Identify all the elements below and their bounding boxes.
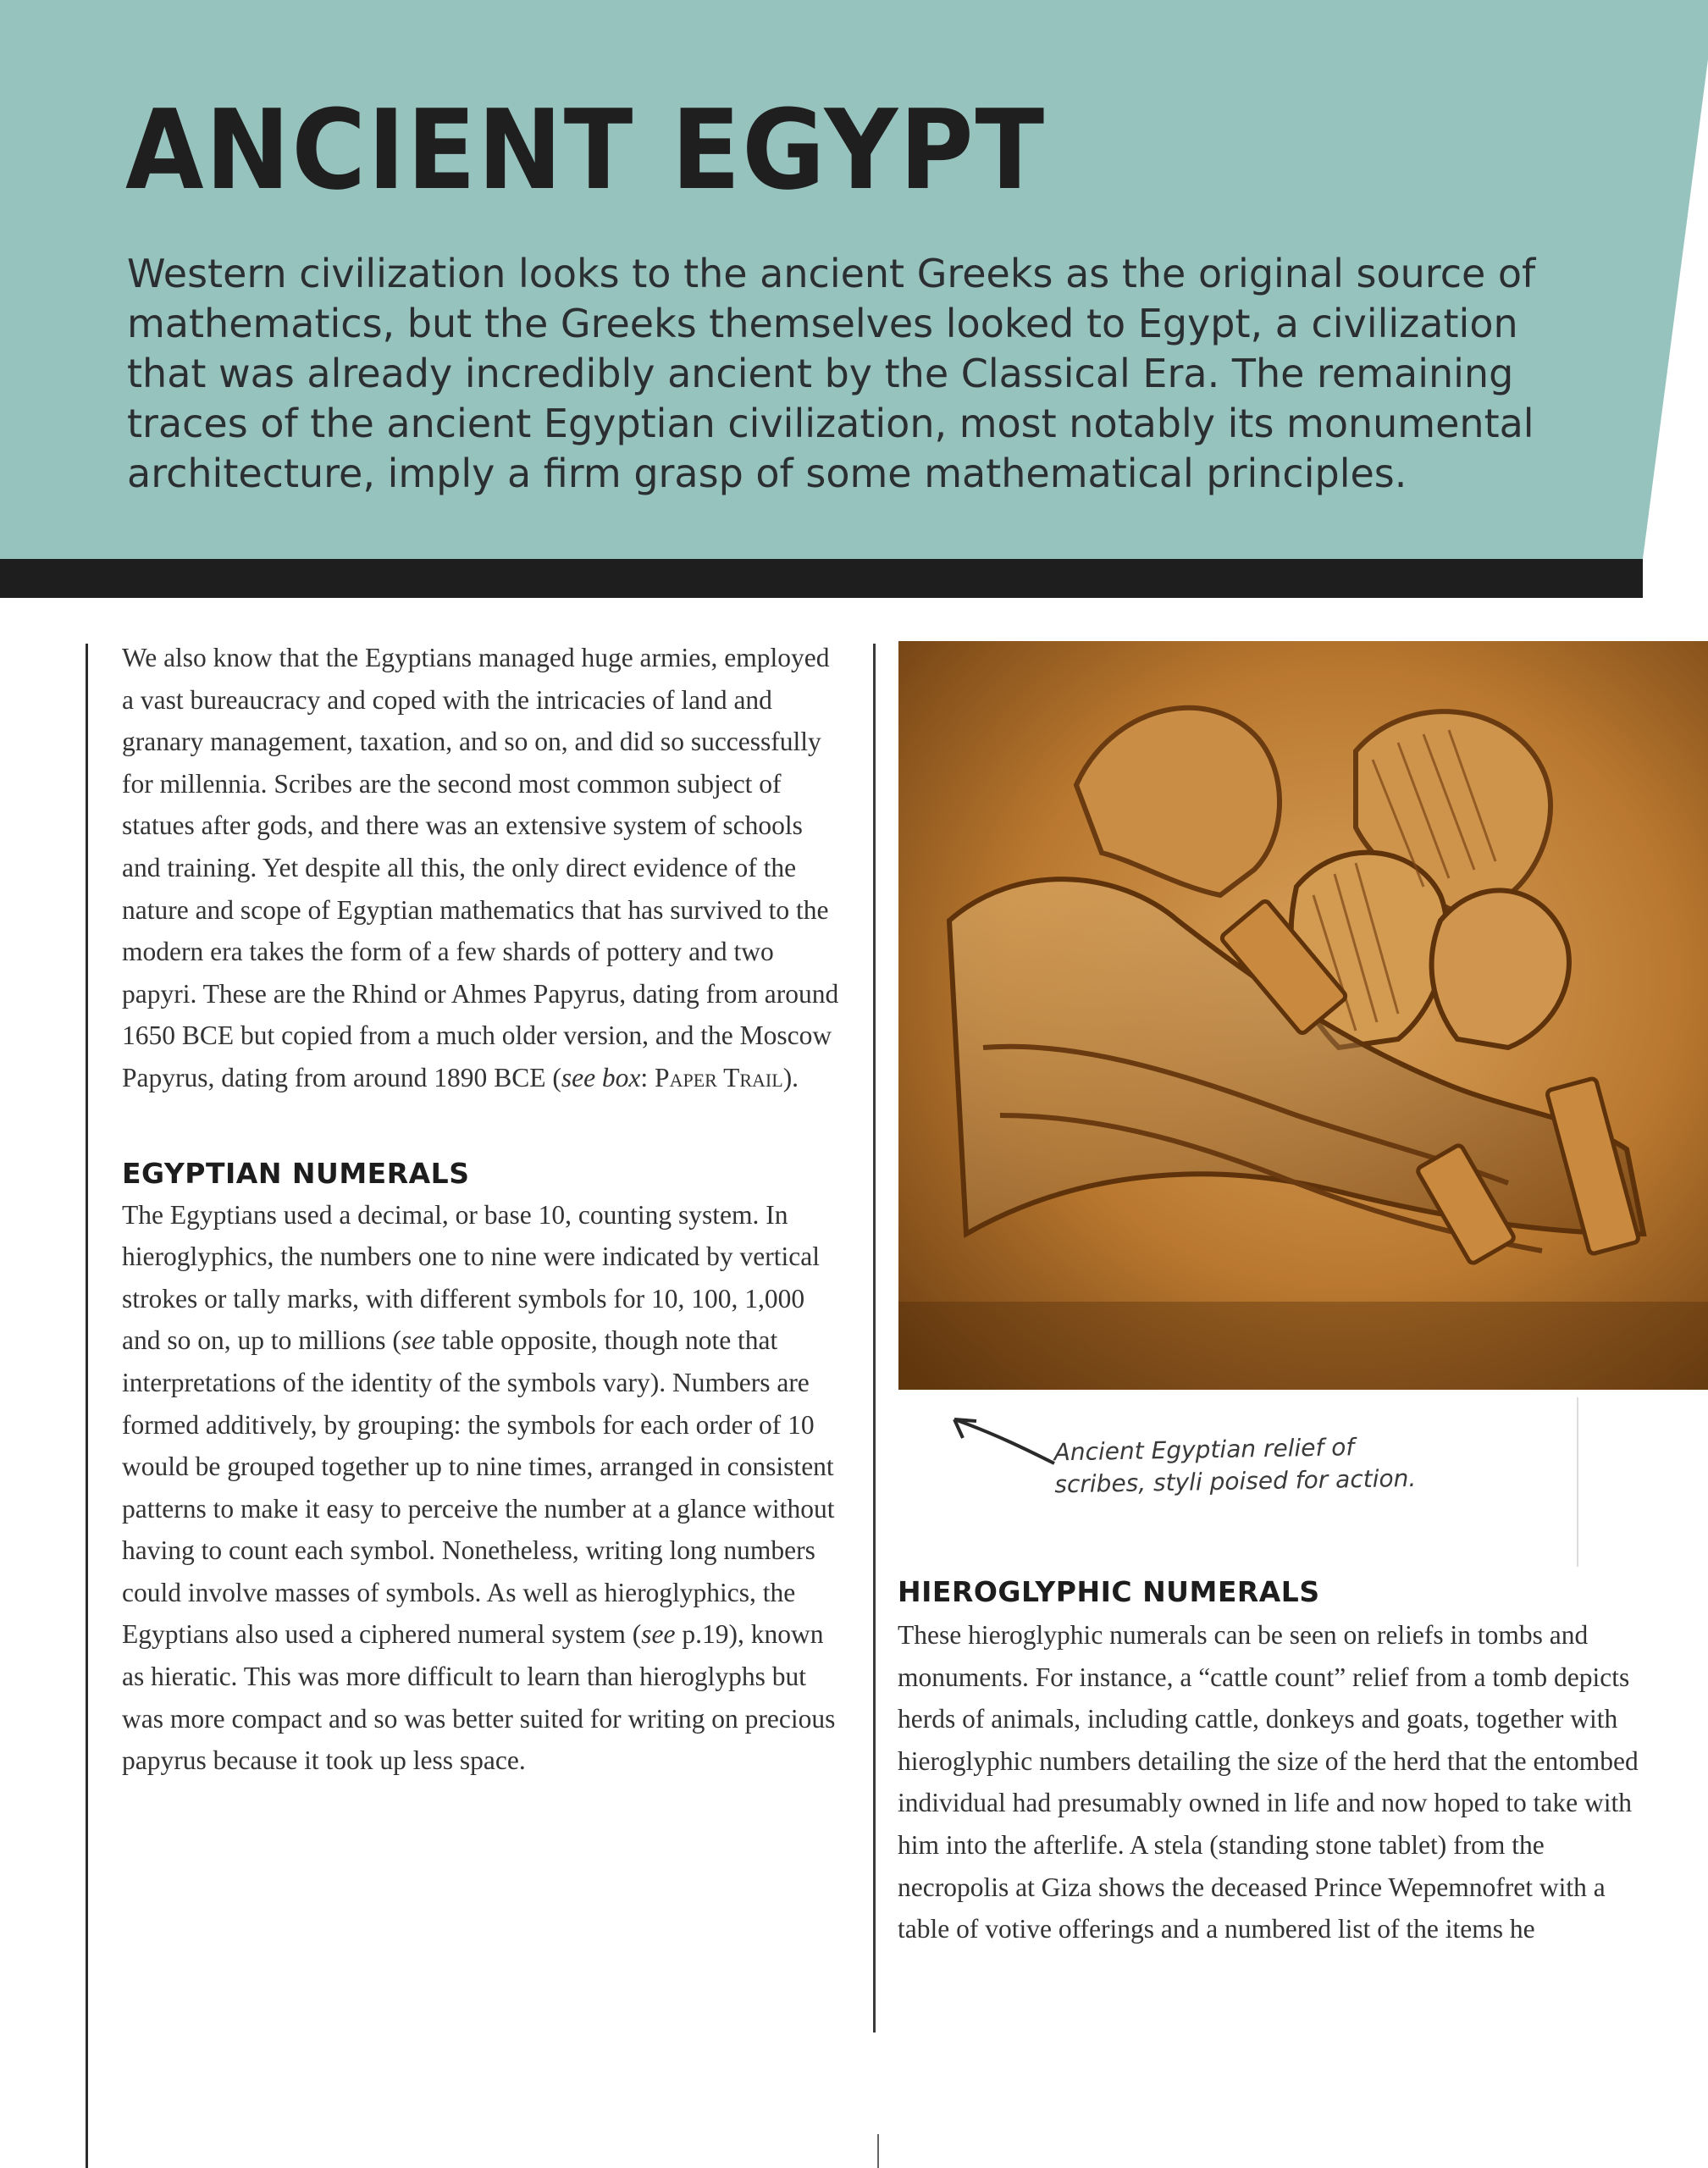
caption-side-line	[1577, 1397, 1578, 1567]
header-bottom-bar	[0, 559, 1643, 598]
middle-column-rule-tail	[877, 2134, 879, 2168]
body-text: (	[545, 1062, 561, 1092]
body-text: table opposite, though note that interpretations of the identity of the symbols vary). Numbers are formed additively, by grouping: the symbols for each order of 10 would be grouped together up to nine times, arranged in consistent patterns to make it easy to perceive the number at a glance without having to count each symbol. Nonetheless, writing long numbers could involve masses of symbols. As well as hieroglyphics, the Egyptians also used a ciphered numeral system (	[122, 1325, 835, 1650]
intro-body-paragraph	[122, 637, 843, 1099]
left-column	[122, 637, 843, 1782]
scribes-relief-photo	[898, 641, 1708, 1390]
page-title: ANCIENT EGYPT	[125, 86, 1046, 214]
body-text: :	[640, 1062, 655, 1092]
body-text: ).	[782, 1062, 799, 1092]
see-reference: see	[641, 1619, 676, 1650]
box-title-reference: Paper Trail	[655, 1062, 783, 1092]
see-reference: see	[401, 1325, 436, 1356]
photo-caption	[1053, 1430, 1478, 1502]
hieroglyphic-numerals-heading: HIEROGLYPHIC NUMERALS	[898, 1575, 1320, 1608]
see-box-reference: see box	[561, 1062, 641, 1092]
right-column	[898, 1573, 1660, 1950]
body-text: The Egyptians used a decimal, or base 10, counting system. In hieroglyphics, the numbers one to nine were indicated by vertical strokes or tally marks, with different symbols for 10, 100, 1,000 and so on, up to millions (	[122, 1199, 820, 1356]
era-abbreviation: BCE	[181, 1020, 235, 1051]
hieroglyphic-numerals-paragraph: These hieroglyphic numerals can be seen on reliefs in tombs and monuments. For instance, a “cattle count” relief from a tomb depicts herds of animals, including cattle, donkeys and goats, together with hieroglyphic numbers detailing the size of the herd that the entombed individual had presumably owned in life and now hoped to take with him into the afterlife. A stela (standing stone tablet) from the necropolis at Giza shows the deceased Prince Wepemnofret with a table of votive offerings and a numbered list of the items he	[898, 1620, 1639, 1944]
body-text: We also know that the Egyptians managed huge armies, employed a vast bureaucracy and coped with the intricacies of land and granary management, taxation, and so on, and did so successfully for millennia. Scribes are the second most common subject of statues after gods, and there was an extensive system of schools and training. Yet despite all this, the only direct evidence of the nature and scope of Egyptian mathematics that has survived to the modern era takes the form of a few shards of pottery and two papyri. These are the Rhind or Ahmes Papyrus, dating from around 1650	[122, 643, 839, 1051]
era-abbreviation: BCE	[494, 1062, 546, 1092]
caption-line: scribes, styli poised for action.	[1054, 1463, 1417, 1499]
egyptian-numerals-paragraph	[122, 1194, 843, 1782]
middle-column-rule	[873, 644, 876, 2032]
left-column-rule	[86, 644, 88, 2168]
body-text: but copied from a much older version, and the Moscow Papyrus, dating from around 1890	[122, 1020, 832, 1092]
caption-arrow-icon	[944, 1413, 1063, 1472]
caption-line: Ancient Egyptian relief of	[1053, 1433, 1355, 1467]
body-text: p.19), known as hieratic. This was more difficult to learn than hieroglyphs but was more compact and so was better suited for writing on precious papyrus because it took up less space.	[122, 1619, 836, 1776]
intro-paragraph: Western civilization looks to the ancient Greeks as the original source of mathematics, but the Greeks themselves looked to Egypt, a civilization that was already incredibly ancient by the Classical Era. The remaining traces of the ancient Egyptian civilization, most notably its monumental architecture, imply a firm grasp of some mathematical principles.	[127, 251, 1536, 496]
egyptian-numerals-heading: EGYPTIAN NUMERALS	[122, 1156, 470, 1190]
